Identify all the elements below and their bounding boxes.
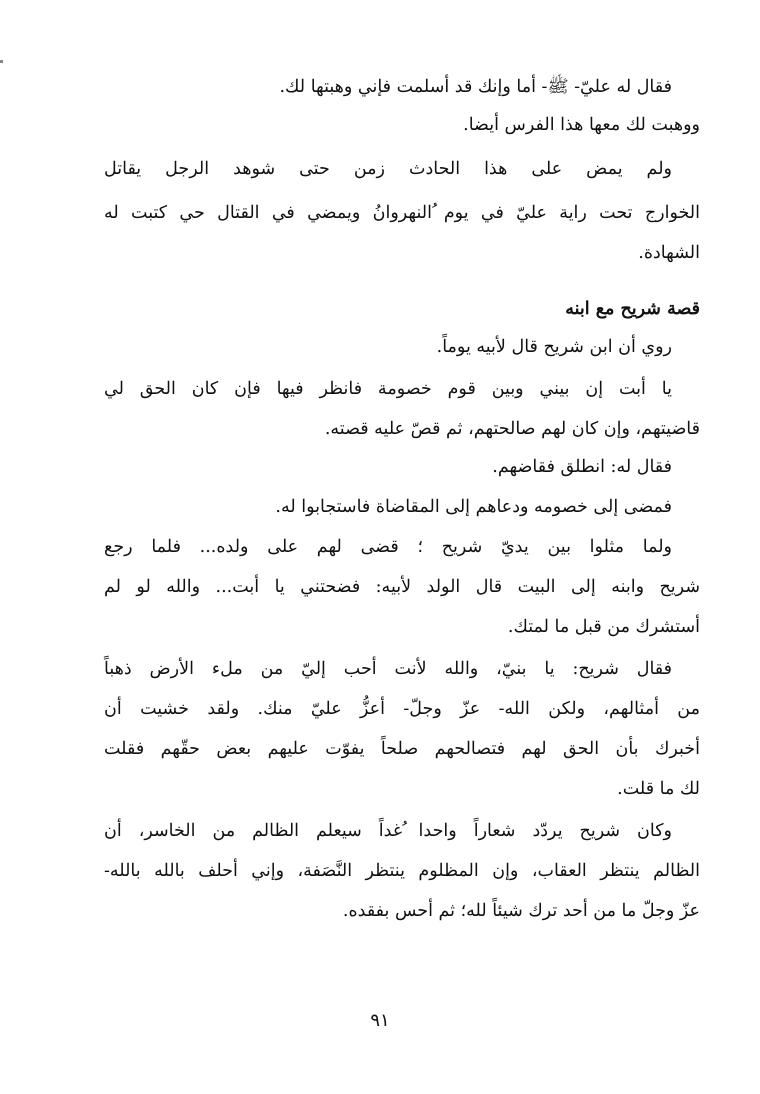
text-line: الشهادة. <box>638 243 700 263</box>
text-line: قاضيتهم، وإن كان لهم صالحتهم، ثم قصّ عليه قصته. <box>324 419 700 439</box>
text-line: من أمثالهم، ولكن الله- عزّ وجلّ- أعزُّ عليّ منك. ولقد خشيت أن <box>104 699 700 719</box>
text-line: فقال له: انطلق فقاضهم. <box>492 457 672 477</box>
text-line: الخوارج تحت راية عليّ في يوم ُالنهروانُ ويمضي في القتال حي كتبت له <box>104 203 700 223</box>
text-line: أخبرك بأن الحق لهم فتصالحهم صلحاً يفوّت عليهم بعض حقّهم فقلت <box>104 739 700 759</box>
section-heading: قصة شريح مع ابنه <box>565 299 700 319</box>
text-line: فقال شريح: يا بنيّ، والله لأنت أحب إليّ من ملء الأرض ذهباً <box>104 659 672 679</box>
text-line: فقال له عليّ- ﷺ- أما وإنك قد أسلمت فإني وهبتها لك. <box>279 77 672 97</box>
text-line: أستشرك من قبل ما لمتك. <box>507 617 700 637</box>
text-line: فمضى إلى خصومه ودعاهم إلى المقاضاة فاستجابوا له. <box>275 497 672 517</box>
text-line: ولما مثلوا بين يديّ شريح ؛ قضى لهم على ولده... فلما رجع <box>104 537 672 557</box>
page-number: ٩١ <box>370 1010 390 1031</box>
text-line: روي أن ابن شريح قال لأبيه يوماً. <box>436 337 672 357</box>
text-line: ووهبت لك معها هذا الفرس أيضا. <box>463 115 700 135</box>
text-line: عزّ وجلّ ما من أحد ترك شيئاً لله؛ ثم أحس بفقده. <box>342 901 700 921</box>
text-line: شريح وابنه إلى البيت قال الولد لأبيه: فضحتني يا أبت... والله لو لم <box>104 577 700 597</box>
text-line: لك ما قلت. <box>617 779 700 799</box>
text-line: وكان شريح يردّد شعاراً واحدا ُغداً سيعلم الظالم من الخاسر، أن <box>104 821 672 841</box>
text-line: ولم يمض على هذا الحادث زمن حتى شوهد الرجل يقاتل <box>104 159 672 179</box>
scan-edge-mark <box>0 60 3 63</box>
text-line: يا أبت إن بيني وبين قوم خصومة فانظر فيها فإن كان الحق لي <box>104 379 672 399</box>
text-line: الظالم ينتظر العقاب، وإن المظلوم ينتظر النَّصَفة، وإني أحلف بالله بالله- <box>104 861 700 881</box>
